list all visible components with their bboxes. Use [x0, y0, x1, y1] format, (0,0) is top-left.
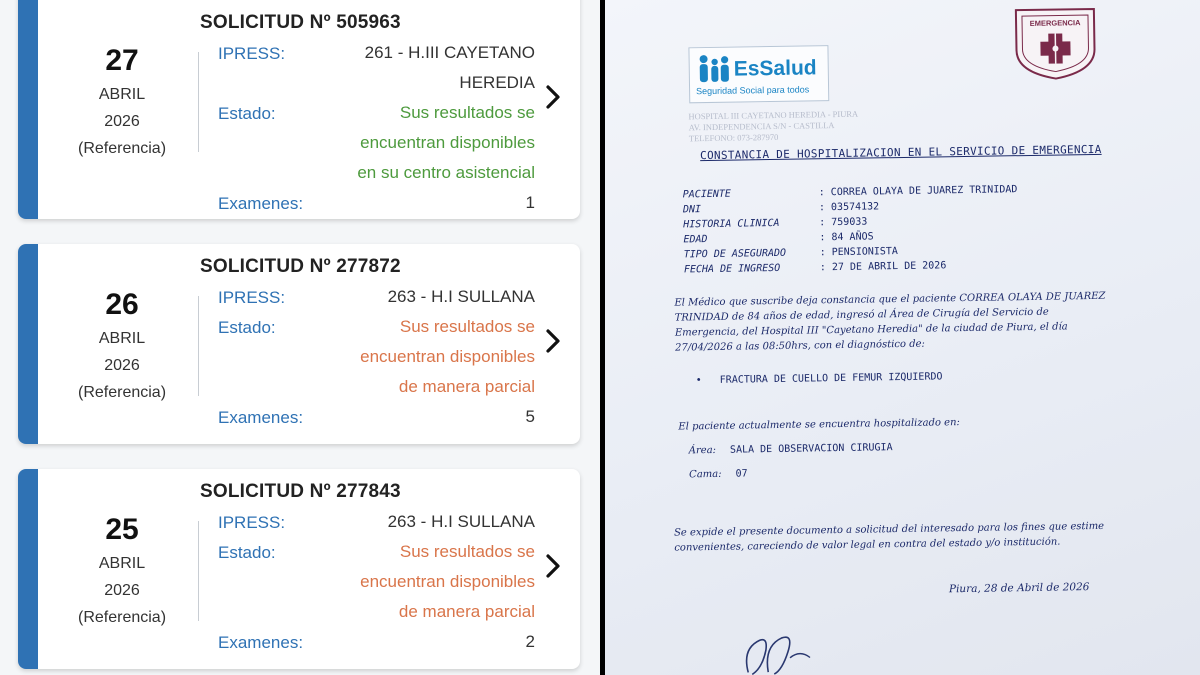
field-key: TIPO DE ASEGURADO — [683, 247, 787, 261]
statement-paragraph: El Médico que suscribe deja constancia que el paciente CORREA OLAYA DE JUAREZ TRINIDAD de 84 años de edad, ingresó al Área de Cirugía del Servicio de Emergencia, del Hospital III "Cayetano Heredia" de la ciudad de Piura, el día 27/04/2026 a las 08:50hrs, con el diagnóstico de: — [674, 290, 1106, 354]
examenes-count: 2 — [525, 632, 535, 651]
ipress-value — [388, 282, 535, 312]
field-key: FECHA DE INGRESO — [683, 262, 781, 276]
status-paragraph: El paciente actualmente se encuentra hospitalizado en: — [678, 417, 960, 433]
status-line: de manera parcial — [398, 377, 535, 396]
document-photo — [605, 0, 1200, 675]
card-divider — [198, 52, 199, 152]
status-line: encuentran disponibles — [360, 133, 535, 152]
field-value: : 759033 — [819, 216, 868, 229]
reference-date — [46, 44, 198, 158]
bed-row — [689, 468, 748, 480]
date-month: ABRIL — [98, 86, 146, 103]
examenes-label: Examenes: — [218, 408, 304, 427]
field-key: PACIENTE — [682, 188, 731, 201]
area-row — [689, 442, 893, 456]
date-year: 2026 — [104, 113, 140, 130]
place-date: Piura, 28 de Abril de 2026 — [948, 581, 1090, 596]
diagnosis-item: • FRACTURA DE CUELLO DE FEMUR IZQUIERDO — [695, 371, 943, 387]
status-line: Sus resultados se — [399, 103, 535, 122]
chevron-right-icon[interactable] — [544, 553, 566, 581]
hospitalization-certificate — [605, 0, 1200, 675]
date-year: 2026 — [104, 582, 140, 599]
closing-paragraph: Se expide el presente documento a solicitud del interesado para los fines que estime convenientes, careciendo de valor legal en contra del estado y/o institución. — [673, 520, 1105, 554]
examenes-label: Examenes: — [218, 633, 304, 652]
request-title: SOLICITUD Nº 505963 — [200, 12, 401, 33]
document-title: CONSTANCIA DE HOSPITALIZACION EN EL SERVICIO DE EMERGENCIA — [700, 142, 1102, 163]
status-line: Sus resultados se — [399, 542, 535, 561]
estado-label: Estado: — [218, 104, 276, 123]
ipress-label: IPRESS: — [218, 44, 286, 63]
date-day: 27 — [105, 44, 139, 77]
card-accent-bar — [18, 469, 38, 669]
status-text — [360, 312, 535, 402]
ipress-line: 263 - H.I SULLANA — [387, 512, 535, 531]
status-line: encuentran disponibles — [360, 572, 535, 591]
field-key: EDAD — [683, 234, 708, 246]
field-value: : 27 DE ABRIL DE 2026 — [819, 260, 947, 274]
examenes-label: Examenes: — [218, 194, 304, 213]
chevron-right-icon[interactable] — [544, 328, 566, 356]
estado-label: Estado: — [218, 318, 276, 337]
field-value: : 03574132 — [818, 201, 880, 214]
family-icon — [696, 54, 732, 85]
reference-date — [46, 513, 198, 627]
bed-value: 07 — [735, 468, 748, 480]
date-reference-label: (Referencia) — [77, 140, 167, 157]
field-key: HISTORIA CLINICA — [683, 217, 780, 231]
logo-name: EsSalud — [733, 56, 817, 81]
hospital-line: TELEFONO: 073-287970 — [688, 131, 779, 144]
status-line: encuentran disponibles — [360, 347, 535, 366]
request-title: SOLICITUD Nº 277872 — [200, 256, 401, 277]
emergency-seal — [1012, 5, 1099, 82]
ipress-line: HEREDIA — [459, 73, 535, 92]
signature — [738, 627, 829, 675]
reference-date — [46, 288, 198, 402]
status-text — [357, 98, 535, 188]
chevron-right-icon[interactable] — [544, 84, 566, 112]
date-reference-label: (Referencia) — [77, 609, 167, 626]
hospital-line: HOSPITAL III CAYETANO HEREDIA - PIURA — [688, 108, 859, 122]
area-label: Área: — [688, 444, 717, 457]
patient-fields — [683, 184, 1019, 279]
ipress-value — [388, 507, 535, 537]
ipress-label: IPRESS: — [218, 288, 286, 307]
status-line: Sus resultados se — [399, 317, 535, 336]
ipress-label: IPRESS: — [218, 513, 286, 532]
area-value: SALA DE OBSERVACION CIRUGIA — [729, 442, 893, 456]
estado-label: Estado: — [218, 543, 276, 562]
status-line: de manera parcial — [398, 602, 535, 621]
diagnosis-text: FRACTURA DE CUELLO DE FEMUR IZQUIERDO — [719, 371, 943, 386]
status-text — [360, 537, 535, 627]
date-year: 2026 — [104, 357, 140, 374]
hospital-address — [688, 109, 858, 145]
date-day: 25 — [105, 513, 139, 546]
request-card[interactable] — [18, 0, 580, 219]
request-card[interactable] — [18, 244, 580, 444]
seal-text: EMERGENCIA — [1029, 18, 1081, 28]
ipress-line: 261 - H.III CAYETANO — [364, 43, 535, 62]
ipress-value — [365, 38, 535, 98]
card-accent-bar — [18, 244, 38, 444]
date-month: ABRIL — [98, 330, 146, 347]
request-title: SOLICITUD Nº 277843 — [200, 481, 401, 502]
request-card[interactable] — [18, 469, 580, 669]
bed-label: Cama: — [689, 468, 722, 481]
field-key: DNI — [682, 204, 702, 216]
examenes-count: 5 — [525, 407, 535, 426]
logo-tagline: Seguridad Social para todos — [696, 84, 810, 97]
field-value: : 84 AÑOS — [819, 231, 874, 244]
date-reference-label: (Referencia) — [77, 384, 167, 401]
examenes-count: 1 — [525, 193, 535, 212]
essalud-logo — [688, 45, 829, 103]
hospital-line: AV. INDEPENDENCIA S/N - CASTILLA — [688, 120, 835, 133]
field-value: : CORREA OLAYA DE JUAREZ TRINIDAD — [818, 184, 1018, 199]
ipress-line: 263 - H.I SULLANA — [387, 287, 535, 306]
card-divider — [198, 296, 199, 396]
field-value: : PENSIONISTA — [819, 246, 899, 259]
card-divider — [198, 521, 199, 621]
date-day: 26 — [105, 288, 139, 321]
card-accent-bar — [18, 0, 38, 219]
status-line: en su centro asistencial — [357, 163, 535, 182]
date-month: ABRIL — [98, 555, 146, 572]
